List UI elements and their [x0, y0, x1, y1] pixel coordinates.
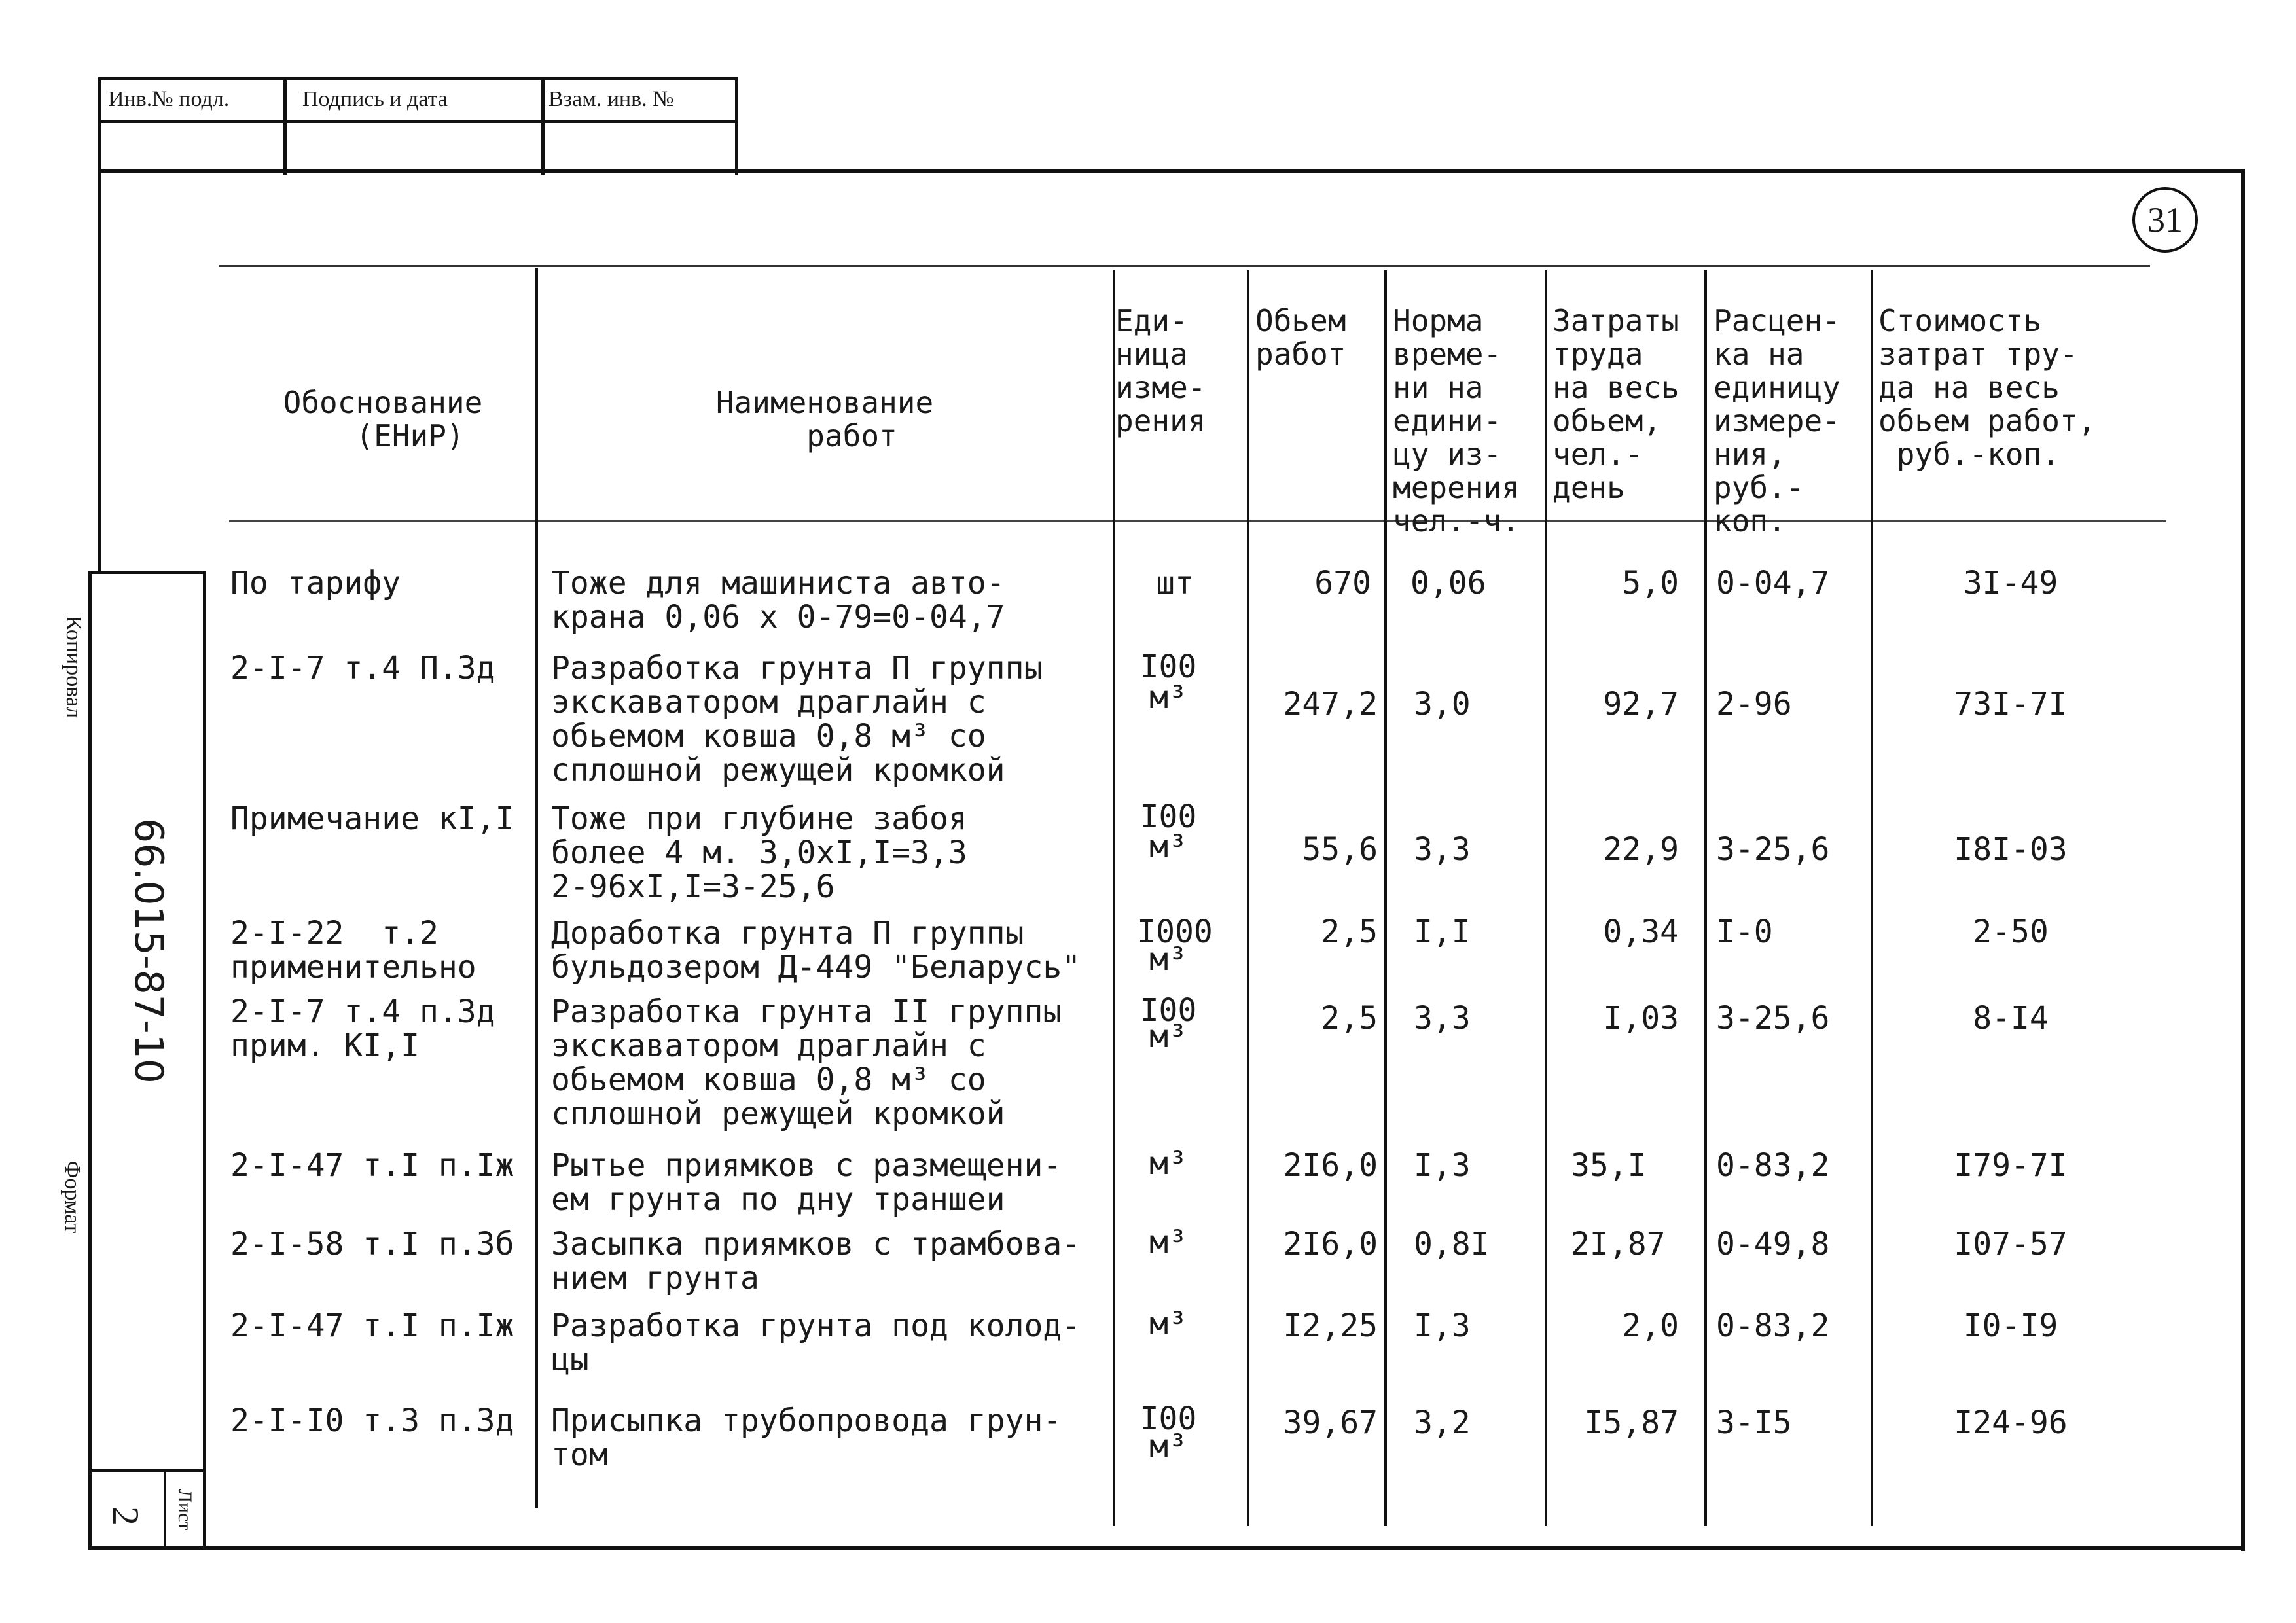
stamp-vzam: Взам. инв. №: [548, 87, 674, 111]
cell-name: Разработка грунта под колод- цы: [551, 1308, 1081, 1378]
header-norm: Норма време- ни на едини- цу из- мерения чел.-ч.: [1393, 303, 1520, 539]
cell-norm: I,I: [1414, 914, 1471, 950]
cell-basis: 2-I-47 т.I п.Iж: [230, 1308, 514, 1344]
cell-cost: I07-57: [1954, 1226, 2068, 1262]
cell-name: Засыпка приямков с трамбова- нием грунта: [551, 1226, 1081, 1296]
sheet-label: Лист: [174, 1489, 196, 1531]
cell-labor: 2I,87: [1571, 1226, 1666, 1262]
cell-rate: 0-04,7: [1716, 565, 1830, 601]
stamp-podpis: Подпись и дата: [302, 87, 448, 111]
cell-unit: шт: [1156, 565, 1194, 601]
cell-name: Разработка грунта II группы экскаватором драглайн с обьемом ковша 0,8 м³ со сплошной режущей кромкой: [551, 993, 1062, 1132]
cell-volume: 247,2: [1283, 686, 1378, 722]
cell-unit-2: м³: [1149, 941, 1187, 978]
cell-norm: I,3: [1414, 1308, 1471, 1344]
cell-rate: 3-25,6: [1716, 831, 1830, 868]
cell-name: Разработка грунта П группы экскаватором драглайн с обьемом ковша 0,8 м³ со сплошной режущей кромкой: [551, 650, 1043, 789]
side-kopiroval: Копировал: [62, 615, 86, 719]
cell-name: Доработка грунта П группы бульдозером Д-449 "Беларусь": [551, 915, 1081, 986]
cell-unit: I00: [1139, 1400, 1197, 1437]
cell-norm: 0,8I: [1414, 1226, 1490, 1262]
document-code: 66.015-87-10: [126, 818, 171, 1084]
cell-rate: 2-96: [1716, 686, 1792, 722]
cell-cost: I8I-03: [1954, 831, 2068, 868]
page-number: 31: [2147, 200, 2183, 240]
cell-volume: 2I6,0: [1283, 1226, 1378, 1262]
cell-cost: I79-7I: [1954, 1147, 2068, 1184]
cell-norm: 3,2: [1414, 1404, 1471, 1441]
cell-basis: 2-I-I0 т.3 п.3д: [230, 1402, 514, 1439]
cell-unit-2: м³: [1149, 1428, 1187, 1465]
cell-labor: I,03: [1603, 1000, 1679, 1037]
cell-name: Тоже для машиниста авто- крана 0,06 х 0-79=0-04,7: [551, 565, 1005, 635]
cell-name: Тоже при глубине забоя более 4 м. 3,0хI,I=3,3 2-96хI,I=3-25,6: [551, 800, 967, 905]
cell-labor: 0,34: [1603, 914, 1679, 950]
cell-norm: I,3: [1414, 1147, 1471, 1184]
cell-name: Рытье приямков с размещени- ем грунта по дну траншеи: [551, 1147, 1062, 1218]
cell-labor: 2,0: [1622, 1308, 1679, 1344]
header-volume: Обьем работ: [1255, 303, 1346, 372]
cell-cost: 8-I4: [1973, 1000, 2049, 1037]
cell-basis: 2-I-58 т.I п.3б: [230, 1226, 514, 1262]
cell-labor: I5,87: [1584, 1404, 1679, 1441]
cell-labor: 5,0: [1622, 565, 1679, 601]
cell-cost: 2-50: [1973, 914, 2049, 950]
header-basis: Обоснование (ЕНиР): [283, 385, 483, 454]
header-rate: Расцен- ка на единицу измере- ния, руб.- коп.: [1713, 303, 1840, 539]
cell-unit: м³: [1149, 1224, 1187, 1260]
header-labor: Затраты труда на весь обьем, чел.- день: [1552, 303, 1679, 505]
cell-name: Присыпка трубопровода грун- том: [551, 1402, 1062, 1473]
cell-unit-2: м³: [1149, 829, 1187, 865]
cell-unit: I00: [1139, 649, 1197, 685]
cell-unit: м³: [1149, 1306, 1187, 1342]
cell-cost: 73I-7I: [1954, 686, 2068, 722]
cell-volume: 2I6,0: [1283, 1147, 1378, 1184]
cell-basis: 2-I-22 т.2 применительно: [230, 915, 476, 986]
cell-norm: 3,0: [1414, 686, 1471, 722]
cell-volume: 55,6: [1302, 831, 1378, 868]
cell-labor: 35,I: [1571, 1147, 1647, 1184]
cell-rate: I-0: [1716, 914, 1773, 950]
cell-basis: Примечание кI,I: [230, 800, 514, 837]
header-unit: Еди- ница изме- рения: [1115, 303, 1206, 438]
cell-rate: 3-25,6: [1716, 1000, 1830, 1037]
header-name: Наименование работ: [715, 385, 934, 454]
cell-volume: 2,5: [1321, 1000, 1378, 1037]
cell-cost: I0-I9: [1963, 1308, 2058, 1344]
cell-basis: 2-I-7 т.4 П.3д: [230, 650, 495, 687]
cell-unit-2: м³: [1149, 679, 1187, 716]
cell-norm: 3,3: [1414, 831, 1471, 868]
cell-unit: I00: [1139, 992, 1197, 1029]
cell-cost: 3I-49: [1963, 565, 2058, 601]
header-cost: Стоимость затрат тру- да на весь обьем работ, руб.-коп.: [1878, 303, 2096, 472]
cell-volume: 2,5: [1321, 914, 1378, 950]
cell-unit-2: м³: [1149, 1018, 1187, 1055]
cell-norm: 0,06: [1410, 565, 1486, 601]
sheet-number: 2: [104, 1507, 147, 1525]
cell-volume: 39,67: [1283, 1404, 1378, 1441]
cell-labor: 92,7: [1603, 686, 1679, 722]
side-format: Формат: [60, 1160, 84, 1234]
cell-rate: 0-49,8: [1716, 1226, 1830, 1262]
cell-volume: I2,25: [1283, 1308, 1378, 1344]
cell-basis: 2-I-7 т.4 п.3д прим. КI,I: [230, 993, 495, 1064]
cell-rate: 3-I5: [1716, 1404, 1792, 1441]
cell-basis: По тарифу: [230, 565, 401, 601]
cell-norm: 3,3: [1414, 1000, 1471, 1037]
cell-unit: I000: [1137, 914, 1213, 950]
cell-unit: м³: [1149, 1145, 1187, 1182]
cell-rate: 0-83,2: [1716, 1308, 1830, 1344]
cell-rate: 0-83,2: [1716, 1147, 1830, 1184]
stamp-inv-podl: Инв.№ подл.: [108, 87, 230, 111]
cell-unit: I00: [1139, 798, 1197, 835]
cell-cost: I24-96: [1954, 1404, 2068, 1441]
cell-volume: 670: [1314, 565, 1371, 601]
cell-labor: 22,9: [1603, 831, 1679, 868]
page-number-circle: [2132, 187, 2198, 253]
cell-basis: 2-I-47 т.I п.Iж: [230, 1147, 514, 1184]
